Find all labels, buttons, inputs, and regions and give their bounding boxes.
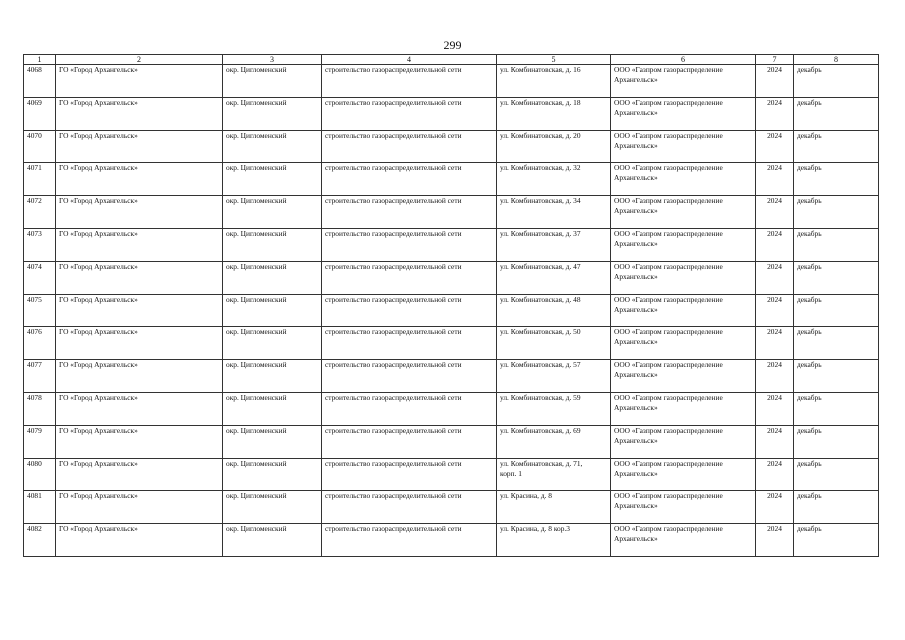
- organization-line-2: Архангельск»: [614, 370, 658, 380]
- organization-cell: [611, 97, 756, 130]
- row-number-cell: 4075: [24, 294, 56, 327]
- organization-line-2: Архангельск»: [614, 402, 658, 412]
- organization-cell: [611, 458, 756, 491]
- organization-cell: [611, 392, 756, 425]
- organization-line-2: Архангельск»: [614, 75, 658, 84]
- organization-line-2: Архангельск»: [614, 206, 658, 216]
- municipality-cell: ГО «Город Архангельск»: [56, 294, 223, 327]
- district-cell: окр. Цигломенский: [223, 196, 322, 229]
- municipality-cell: ГО «Город Архангельск»: [56, 196, 223, 229]
- organization-line-2: Архангельск»: [614, 534, 658, 544]
- row-number-cell: 4070: [24, 130, 56, 163]
- table-row: [24, 97, 879, 130]
- municipality-cell: ГО «Город Архангельск»: [56, 360, 223, 393]
- organization-line-2: Архангельск»: [614, 107, 658, 117]
- table-row: [24, 392, 879, 425]
- month-cell: декабрь: [794, 327, 879, 360]
- district-cell: окр. Цигломенский: [223, 360, 322, 393]
- municipality-cell: ГО «Город Архангельск»: [56, 491, 223, 524]
- organization-line-1: ООО «Газпром газораспределение: [614, 97, 723, 107]
- table-row: [24, 458, 879, 491]
- district-cell: окр. Цигломенский: [223, 65, 322, 98]
- column-header: 3: [223, 55, 322, 65]
- organization-cell: [611, 425, 756, 458]
- year-cell: 2024: [756, 228, 794, 261]
- address-line-1: ул. Комбинатовская, д. 48: [500, 294, 581, 304]
- organization-cell: [611, 294, 756, 327]
- column-header: 8: [794, 55, 879, 65]
- district-cell: окр. Цигломенский: [223, 130, 322, 163]
- district-cell: окр. Цигломенский: [223, 228, 322, 261]
- organization-line-1: ООО «Газпром газораспределение: [614, 360, 723, 370]
- work-type-cell: строительство газораспределительной сети: [322, 228, 497, 261]
- month-cell: декабрь: [794, 261, 879, 294]
- district-cell: окр. Цигломенский: [223, 261, 322, 294]
- address-cell: [497, 360, 611, 393]
- address-cell: [497, 458, 611, 491]
- organization-cell: [611, 360, 756, 393]
- work-type-cell: строительство газораспределительной сети: [322, 524, 497, 557]
- organization-line-1: ООО «Газпром газораспределение: [614, 228, 723, 238]
- organization-line-1: ООО «Газпром газораспределение: [614, 196, 723, 206]
- year-cell: 2024: [756, 163, 794, 196]
- organization-line-2: Архангельск»: [614, 337, 658, 347]
- address-cell: [497, 392, 611, 425]
- work-type-cell: строительство газораспределительной сети: [322, 65, 497, 98]
- month-cell: декабрь: [794, 130, 879, 163]
- address-line-1: ул. Красина, д. 8 кор.3: [500, 524, 570, 534]
- address-cell: [497, 425, 611, 458]
- month-cell: декабрь: [794, 65, 879, 98]
- municipality-cell: ГО «Город Архангельск»: [56, 458, 223, 491]
- address-cell: [497, 163, 611, 196]
- column-header: 1: [24, 55, 56, 65]
- organization-line-1: ООО «Газпром газораспределение: [614, 524, 723, 534]
- work-type-cell: строительство газораспределительной сети: [322, 261, 497, 294]
- register-table: [23, 54, 879, 557]
- address-line-1: ул. Комбинатовская, д. 59: [500, 392, 581, 402]
- table-row: [24, 130, 879, 163]
- address-cell: [497, 65, 611, 98]
- month-cell: декабрь: [794, 491, 879, 524]
- organization-line-2: Архангельск»: [614, 468, 658, 478]
- organization-cell: [611, 261, 756, 294]
- organization-line-1: ООО «Газпром газораспределение: [614, 425, 723, 435]
- address-cell: [497, 524, 611, 557]
- address-cell: [497, 491, 611, 524]
- month-cell: декабрь: [794, 163, 879, 196]
- year-cell: 2024: [756, 360, 794, 393]
- work-type-cell: строительство газораспределительной сети: [322, 327, 497, 360]
- municipality-cell: ГО «Город Архангельск»: [56, 130, 223, 163]
- address-line-1: ул. Комбинатовская, д. 69: [500, 425, 581, 435]
- address-cell: [497, 130, 611, 163]
- district-cell: окр. Цигломенский: [223, 163, 322, 196]
- organization-line-1: ООО «Газпром газораспределение: [614, 327, 723, 337]
- work-type-cell: строительство газораспределительной сети: [322, 392, 497, 425]
- month-cell: декабрь: [794, 458, 879, 491]
- row-number-cell: 4082: [24, 524, 56, 557]
- organization-cell: [611, 228, 756, 261]
- year-cell: 2024: [756, 524, 794, 557]
- year-cell: 2024: [756, 130, 794, 163]
- row-number-cell: 4068: [24, 65, 56, 98]
- address-line-1: ул. Комбинатовская, д. 57: [500, 360, 581, 370]
- municipality-cell: ГО «Город Архангельск»: [56, 425, 223, 458]
- work-type-cell: строительство газораспределительной сети: [322, 458, 497, 491]
- organization-line-1: ООО «Газпром газораспределение: [614, 294, 723, 304]
- organization-line-2: Архангельск»: [614, 435, 658, 445]
- row-number-cell: 4072: [24, 196, 56, 229]
- month-cell: декабрь: [794, 97, 879, 130]
- work-type-cell: строительство газораспределительной сети: [322, 97, 497, 130]
- address-line-1: ул. Комбинатовская, д. 37: [500, 228, 581, 238]
- table-row: [24, 196, 879, 229]
- organization-line-2: Архангельск»: [614, 140, 658, 150]
- row-number-cell: 4081: [24, 491, 56, 524]
- district-cell: окр. Цигломенский: [223, 327, 322, 360]
- work-type-cell: строительство газораспределительной сети: [322, 163, 497, 196]
- month-cell: декабрь: [794, 294, 879, 327]
- row-number-cell: 4080: [24, 458, 56, 491]
- municipality-cell: ГО «Город Архангельск»: [56, 524, 223, 557]
- organization-cell: [611, 196, 756, 229]
- month-cell: декабрь: [794, 196, 879, 229]
- district-cell: окр. Цигломенский: [223, 294, 322, 327]
- address-cell: [497, 228, 611, 261]
- municipality-cell: ГО «Город Архангельск»: [56, 327, 223, 360]
- row-number-cell: 4074: [24, 261, 56, 294]
- table-row: [24, 327, 879, 360]
- organization-line-1: ООО «Газпром газораспределение: [614, 261, 723, 271]
- address-line-1: ул. Комбинатовская, д. 16: [500, 65, 581, 74]
- address-line-1: ул. Комбинатовская, д. 18: [500, 97, 581, 107]
- work-type-cell: строительство газораспределительной сети: [322, 425, 497, 458]
- organization-cell: [611, 327, 756, 360]
- district-cell: окр. Цигломенский: [223, 425, 322, 458]
- year-cell: 2024: [756, 425, 794, 458]
- work-type-cell: строительство газораспределительной сети: [322, 130, 497, 163]
- table-row: [24, 65, 879, 98]
- organization-line-1: ООО «Газпром газораспределение: [614, 491, 723, 501]
- table-row: [24, 228, 879, 261]
- year-cell: 2024: [756, 491, 794, 524]
- organization-cell: [611, 130, 756, 163]
- row-number-cell: 4076: [24, 327, 56, 360]
- work-type-cell: строительство газораспределительной сети: [322, 491, 497, 524]
- column-number-row: [24, 55, 879, 65]
- municipality-cell: ГО «Город Архангельск»: [56, 392, 223, 425]
- address-line-1: ул. Комбинатовская, д. 47: [500, 261, 581, 271]
- organization-line-2: Архангельск»: [614, 238, 658, 248]
- municipality-cell: ГО «Город Архангельск»: [56, 65, 223, 98]
- table-row: [24, 491, 879, 524]
- address-cell: [497, 327, 611, 360]
- year-cell: 2024: [756, 97, 794, 130]
- year-cell: 2024: [756, 261, 794, 294]
- address-cell: [497, 196, 611, 229]
- organization-line-2: Архангельск»: [614, 304, 658, 314]
- organization-line-2: Архангельск»: [614, 501, 658, 511]
- address-cell: [497, 261, 611, 294]
- year-cell: 2024: [756, 294, 794, 327]
- column-header: 7: [756, 55, 794, 65]
- organization-line-1: ООО «Газпром газораспределение: [614, 458, 723, 468]
- address-line-1: ул. Комбинатовская, д. 71,: [500, 458, 583, 468]
- work-type-cell: строительство газораспределительной сети: [322, 196, 497, 229]
- row-number-cell: 4077: [24, 360, 56, 393]
- district-cell: окр. Цигломенский: [223, 524, 322, 557]
- table-row: [24, 294, 879, 327]
- municipality-cell: ГО «Город Архангельск»: [56, 261, 223, 294]
- address-line-1: ул. Комбинатовская, д. 50: [500, 327, 581, 337]
- municipality-cell: ГО «Город Архангельск»: [56, 228, 223, 261]
- address-line-1: ул. Красина, д. 8: [500, 491, 552, 501]
- organization-line-1: ООО «Газпром газораспределение: [614, 392, 723, 402]
- address-line-1: ул. Комбинатовская, д. 20: [500, 130, 581, 140]
- page-number: 299: [443, 38, 462, 52]
- column-header: 6: [611, 55, 756, 65]
- table-row: [24, 524, 879, 557]
- row-number-cell: 4071: [24, 163, 56, 196]
- year-cell: 2024: [756, 196, 794, 229]
- column-header: 5: [497, 55, 611, 65]
- row-number-cell: 4078: [24, 392, 56, 425]
- organization-line-1: ООО «Газпром газораспределение: [614, 65, 723, 74]
- organization-line-2: Архангельск»: [614, 271, 658, 281]
- organization-line-2: Архангельск»: [614, 173, 658, 183]
- table-row: [24, 163, 879, 196]
- municipality-cell: ГО «Город Архангельск»: [56, 97, 223, 130]
- table-row: [24, 360, 879, 393]
- table-row: [24, 261, 879, 294]
- address-cell: [497, 294, 611, 327]
- district-cell: окр. Цигломенский: [223, 458, 322, 491]
- organization-line-1: ООО «Газпром газораспределение: [614, 163, 723, 173]
- organization-cell: [611, 163, 756, 196]
- organization-cell: [611, 524, 756, 557]
- month-cell: декабрь: [794, 228, 879, 261]
- month-cell: декабрь: [794, 392, 879, 425]
- district-cell: окр. Цигломенский: [223, 97, 322, 130]
- year-cell: 2024: [756, 458, 794, 491]
- column-header: 2: [56, 55, 223, 65]
- row-number-cell: 4079: [24, 425, 56, 458]
- month-cell: декабрь: [794, 360, 879, 393]
- address-line-1: ул. Комбинатовская, д. 32: [500, 163, 581, 173]
- address-line-1: ул. Комбинатовская, д. 34: [500, 196, 581, 206]
- year-cell: 2024: [756, 392, 794, 425]
- district-cell: окр. Цигломенский: [223, 392, 322, 425]
- municipality-cell: ГО «Город Архангельск»: [56, 163, 223, 196]
- column-header: 4: [322, 55, 497, 65]
- month-cell: декабрь: [794, 524, 879, 557]
- district-cell: окр. Цигломенский: [223, 491, 322, 524]
- month-cell: декабрь: [794, 425, 879, 458]
- year-cell: 2024: [756, 65, 794, 98]
- organization-cell: [611, 65, 756, 98]
- work-type-cell: строительство газораспределительной сети: [322, 360, 497, 393]
- register-rows: [24, 65, 879, 557]
- table-row: [24, 425, 879, 458]
- address-cell: [497, 97, 611, 130]
- address-line-2: корп. 1: [500, 468, 522, 478]
- organization-line-1: ООО «Газпром газораспределение: [614, 130, 723, 140]
- organization-cell: [611, 491, 756, 524]
- year-cell: 2024: [756, 327, 794, 360]
- row-number-cell: 4069: [24, 97, 56, 130]
- work-type-cell: строительство газораспределительной сети: [322, 294, 497, 327]
- row-number-cell: 4073: [24, 228, 56, 261]
